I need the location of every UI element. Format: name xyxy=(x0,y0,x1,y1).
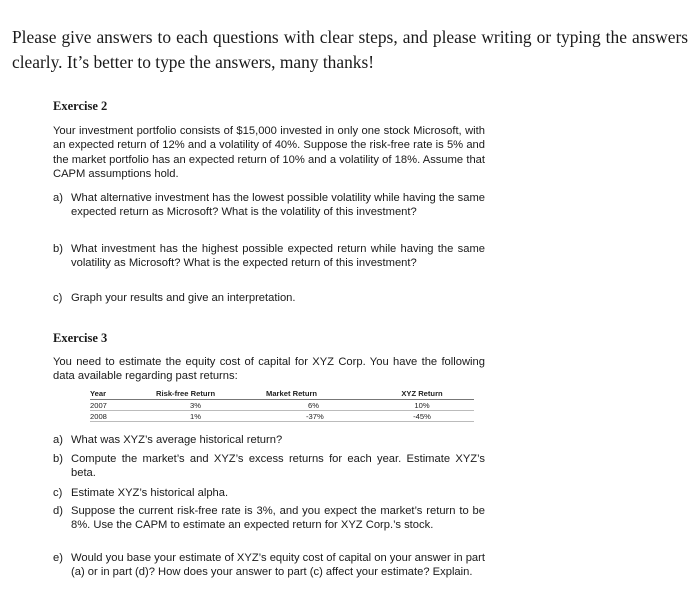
question-label: e) xyxy=(53,552,63,564)
instructions-text: Please give answers to each questions with clear steps, and please writing or typing the answers clearly. It’s better to type the answers, many thanks! xyxy=(12,27,688,73)
exercise-3-question-c xyxy=(53,486,485,500)
cell-market: -37% xyxy=(266,411,370,422)
cell-risk-free: 1% xyxy=(156,411,266,422)
cell-year: 2007 xyxy=(90,400,156,411)
question-label: b) xyxy=(53,453,63,465)
question-text: What was XYZ’s average historical return? xyxy=(71,434,283,446)
exercise-3-body: You need to estimate the equity cost of capital for XYZ Corp. You have the following data available regarding past returns: xyxy=(53,356,485,383)
question-label: a) xyxy=(53,434,63,446)
returns-table xyxy=(90,388,474,422)
exercise-2-body: Your investment portfolio consists of $15,000 invested in only one stock Microsoft, with an expected return of 12% and a volatility of 40%. Suppose the risk-free rate is 5% and the market portfolio has an expected return of 10% and a volatility of 18%. Assume that CAPM assumptions hold. xyxy=(53,125,485,180)
cell-risk-free: 3% xyxy=(156,400,266,411)
question-text: Would you base your estimate of XYZ’s equity cost of capital on your answer in part (a) or in part (d)? How does your answer to part (c) affect your estimate? Explain. xyxy=(71,552,485,579)
question-text: Graph your results and give an interpretation. xyxy=(71,292,296,304)
cell-xyz: -45% xyxy=(370,411,474,422)
header-xyz-return: XYZ Return xyxy=(370,388,474,400)
cell-market: 6% xyxy=(266,400,370,411)
cell-year: 2008 xyxy=(90,411,156,422)
header-market-return: Market Return xyxy=(266,388,370,400)
question-label: d) xyxy=(53,505,63,517)
question-text: What investment has the highest possible expected return while having the same volatility as Microsoft? What is the expected return of this investment? xyxy=(71,243,485,270)
question-text: Suppose the current risk-free rate is 3%, and you expect the market’s return to be 8%. Use the CAPM to estimate an expected return for XYZ Corp.’s stock. xyxy=(71,505,485,532)
question-text: Estimate XYZ’s historical alpha. xyxy=(71,487,229,499)
question-label: c) xyxy=(53,292,63,304)
exercise-2-question-c xyxy=(53,291,485,305)
exercise-2-question-a xyxy=(53,191,485,220)
table-row xyxy=(90,411,474,422)
exercise-3-question-d xyxy=(53,504,485,533)
exercise-3-question-e xyxy=(53,551,485,580)
question-label: c) xyxy=(53,487,63,499)
exercise-3-title: Exercise 3 xyxy=(53,331,108,345)
cell-xyz: 10% xyxy=(370,400,474,411)
exercise-3-question-b xyxy=(53,452,485,481)
exercise-2-title: Exercise 2 xyxy=(53,99,108,113)
exercise-2-question-b xyxy=(53,242,485,271)
question-label: b) xyxy=(53,243,63,255)
question-text: Compute the market’s and XYZ’s excess returns for each year. Estimate XYZ’s beta. xyxy=(71,453,485,480)
question-label: a) xyxy=(53,192,63,204)
table-row xyxy=(90,400,474,411)
table-header-row xyxy=(90,388,474,400)
exercise-3-question-a xyxy=(53,433,485,447)
header-risk-free-return: Risk-free Return xyxy=(156,388,266,400)
header-year: Year xyxy=(90,388,156,400)
question-text: What alternative investment has the lowest possible volatility while having the same expected return as Microsoft? What is the volatility of this investment? xyxy=(71,192,485,219)
